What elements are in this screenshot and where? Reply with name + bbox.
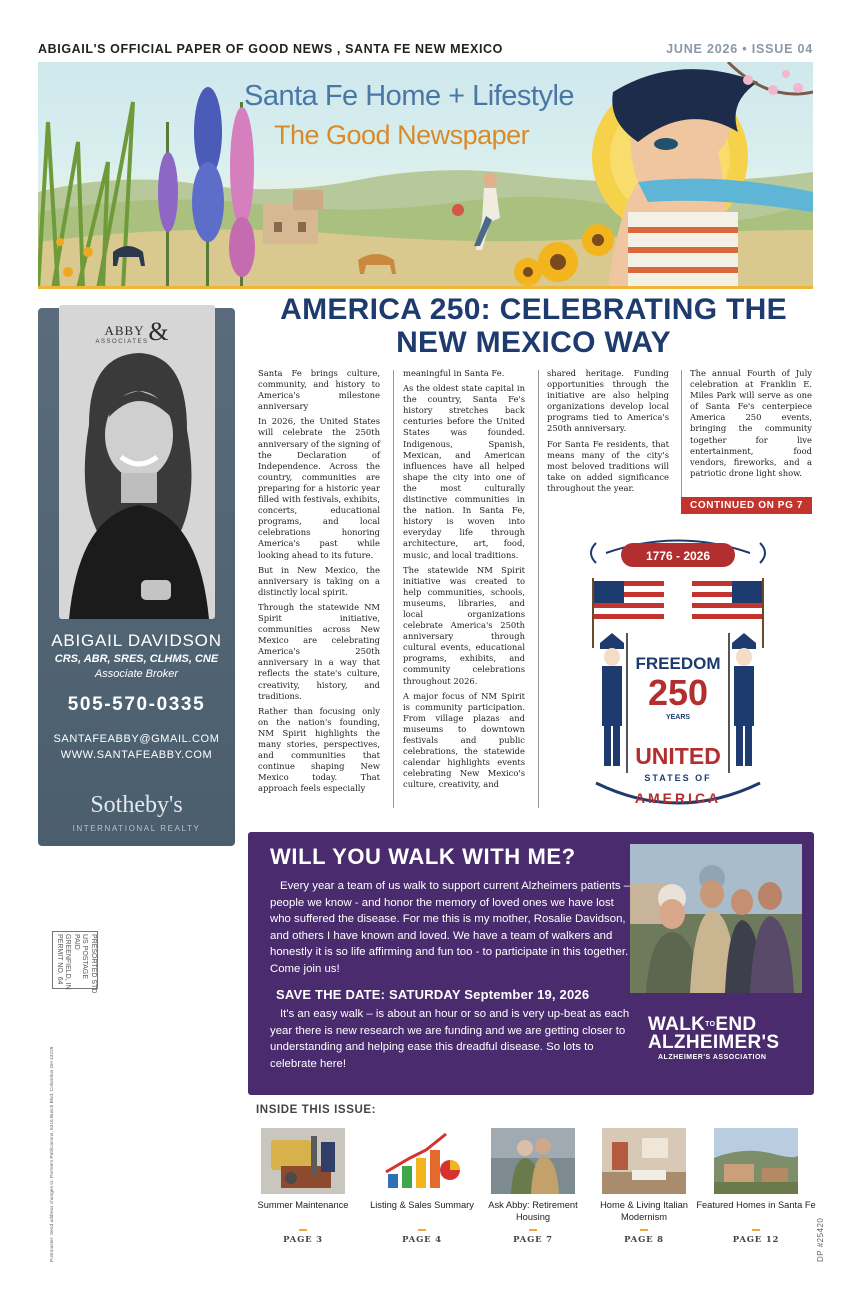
emblem-freedom: FREEDOM xyxy=(635,654,721,673)
america-250-emblem xyxy=(586,533,770,815)
brokerage-logo-sub: ASSOCIATES xyxy=(95,339,149,345)
issue-dash xyxy=(418,1229,426,1231)
issue-label: Summer Maintenance xyxy=(257,1200,349,1210)
walk-team-photo xyxy=(630,844,802,993)
paragraph: The statewide NM Spirit initiative was created to help communities, schools, museums, libraries, and local organizations celebrate America's 250th anniversary through cultural events, educational programs, exhibits, and community celebrations throughout 2026. xyxy=(403,564,525,686)
paragraph: shared heritage. Funding opportunities through the initiative are also helping organizations develop local programs tied to America's 250th anniversary. xyxy=(547,368,669,434)
paragraph: But in New Mexico, the anniversary is taking on a distinctly local spirit. xyxy=(258,564,380,597)
tools-thumbnail xyxy=(261,1128,345,1194)
issue-page: PAGE 3 xyxy=(283,1235,323,1245)
alz-body-2: It's an easy walk – is about an hour or so and is very up-beat as each year there is new research we are funding and we are getting closer to understanding and helping ease this dreadful disease. So lots to celebrate here! xyxy=(270,1008,630,1070)
issue-page: PAGE 4 xyxy=(402,1235,442,1245)
article-headline: AMERICA 250: CELEBRATING THE NEW MEXICO WAY xyxy=(280,293,787,359)
agent-name: ABIGAIL DAVIDSON xyxy=(51,631,222,650)
alz-association-logo: ALZHEIMER'S ASSOCIATION xyxy=(658,1054,767,1061)
issue-page: PAGE 8 xyxy=(624,1235,664,1245)
agent-portrait xyxy=(59,305,215,619)
article-column-1 xyxy=(258,368,380,798)
agent-phone[interactable]: 505-570-0335 xyxy=(67,694,206,715)
paragraph: In 2026, the United States will celebrate the 250th anniversary of the signing of the Declaration of Independence. Across the country, communities are preparing for a historic year filled with festivals, exhibits, concerts, educational programs, and local celebrations honoring America's past while looking ahead to its future. xyxy=(258,416,380,560)
paragraph: As the oldest state capital in the country, Santa Fe's history stretches back centuries before the United States was founded. Indigenous, Spanish, Mexican, and American influences have all helped shape the city into one of the most culturally distinctive communities in the nation. In Santa Fe, history is woven into everyday life through architecture, art, food, music, and local traditions. xyxy=(403,383,525,560)
couple-thumbnail xyxy=(491,1128,575,1194)
alz-title: WILL YOU WALK WITH ME? xyxy=(270,844,576,869)
issue-dash xyxy=(752,1229,760,1231)
issue-dash xyxy=(529,1229,537,1231)
agent-credentials: CRS, ABR, SRES, CLHMS, CNE xyxy=(54,653,219,665)
issue-dash xyxy=(640,1229,648,1231)
realtor-ad[interactable] xyxy=(38,308,235,846)
interior-thumbnail xyxy=(602,1128,686,1194)
article-column-3 xyxy=(547,368,669,498)
paragraph: meaningful in Santa Fe. xyxy=(403,368,505,378)
issue-label: Featured Homes in Santa Fe xyxy=(696,1200,816,1210)
walk-to-end-alz-logo: $WALK^{TO}END$ ALZHEIMER'S xyxy=(648,1014,780,1053)
issue-date: JUNE 2026 • ISSUE 04 xyxy=(666,42,813,56)
team-photo-art xyxy=(630,844,802,993)
agent-title: Associate Broker xyxy=(94,668,179,680)
homes-thumbnail xyxy=(714,1128,798,1194)
paragraph: The annual Fourth of July celebration at Franklin E. Miles Park will serve as one of Santa Fe's centerpiece America 250 events, bringing the community together for live entertainment, food vendors, fireworks, and a patriotic drone light show. xyxy=(690,368,812,478)
inside-issue-label: INSIDE THIS ISSUE: xyxy=(256,1104,377,1116)
issue-dash xyxy=(299,1229,307,1231)
alzheimers-walk-panel xyxy=(248,832,814,1095)
masthead-bar xyxy=(38,42,813,58)
emblem-years-word: YEARS xyxy=(665,714,691,721)
emblem-250: 250 xyxy=(647,672,709,713)
issue-label: Listing & Sales Summary xyxy=(370,1200,474,1210)
emblem-america: AMERICA xyxy=(634,790,722,806)
agent-photo xyxy=(59,305,215,619)
agent-email[interactable]: SANTAFEABBY@GMAIL.COM xyxy=(53,733,220,745)
brokerage-logo: ABBY & xyxy=(104,317,170,346)
bar-chart-thumbnail xyxy=(380,1128,464,1194)
emblem-united: UNITED xyxy=(635,743,721,769)
emblem-states-of: STATES OF xyxy=(644,773,712,783)
article-column-4 xyxy=(690,368,812,483)
column-divider xyxy=(393,370,394,808)
alz-body: Every year a team of us walk to support current Alzheimers patients – people we know - and honor the memory of loved ones we have lost who suffered the disease. For me this is my mother, Rosalie Davidson, and others I have known and loved. We have a team of walkers and honestly it is so life affirming and fun too - to participate in this together. Come join us! xyxy=(270,880,631,975)
publication-subtitle: The Good Newspaper xyxy=(274,120,530,150)
dp-code: DP #25420 xyxy=(816,1217,825,1262)
column-divider xyxy=(681,370,682,498)
continued-link[interactable]: CONTINUED ON PG 7 xyxy=(681,497,812,514)
masthead-tagline: ABIGAIL'S OFFICIAL PAPER OF GOOD NEWS , SANTA FE NEW MEXICO xyxy=(38,42,504,56)
paragraph: Santa Fe brings culture, community, and history to America's milestone anniversary xyxy=(258,368,380,412)
emblem-years: 1776 - 2026 xyxy=(645,549,711,563)
postage-text: PRESORTED STD US POSTAGE PAID GREENFIELD, IN PERMIT NO. 64 xyxy=(55,934,97,994)
paragraph: Through the statewide NM Spirit initiative, communities across New Mexico are celebrating America's 250th anniversary in a way that reflects the state's culture, creativity, history, and traditions. xyxy=(258,601,380,701)
issue-label: Home & Living Italian Modernism xyxy=(600,1200,688,1222)
paragraph: A major focus of NM Spirit is community participation. From village plazas and museums to downtown festivals and public celebrations, the statewide calendar highlights events celebrating New Mexico's culture, creativity, and xyxy=(403,690,525,790)
banner-illustration xyxy=(38,62,813,289)
article-column-2 xyxy=(403,368,525,794)
issue-page: PAGE 12 xyxy=(732,1235,780,1245)
sothebys-logo-sub: INTERNATIONAL REALTY xyxy=(72,824,201,833)
postmaster-note: Postmaster: Send address changes to: Partners Publications, 6316 Busch Blvd, Columbus OH 43229 xyxy=(50,1046,55,1262)
issue-page: PAGE 7 xyxy=(513,1235,553,1245)
emblem-graphic xyxy=(586,533,770,815)
paragraph: Rather than focusing only on the nation's founding, NM Spirit highlights the many stories, perspectives, and communities that continue shaping New Mexico today. That approach feels especially xyxy=(258,705,380,794)
sothebys-logo: Sotheby's xyxy=(90,792,183,818)
column-divider xyxy=(538,370,539,808)
alz-save-the-date: SAVE THE DATE: SATURDAY September 19, 2026 xyxy=(276,987,590,1002)
paragraph: For Santa Fe residents, that means many of the city's most beloved traditions will take on added significance throughout the year. xyxy=(547,438,669,493)
agent-website[interactable]: WWW.SANTAFEABBY.COM xyxy=(60,749,213,761)
publication-title: Santa Fe Home + Lifestyle xyxy=(244,80,575,112)
postage-indicia xyxy=(52,931,98,994)
issue-label: Ask Abby: Retirement Housing xyxy=(488,1200,578,1222)
